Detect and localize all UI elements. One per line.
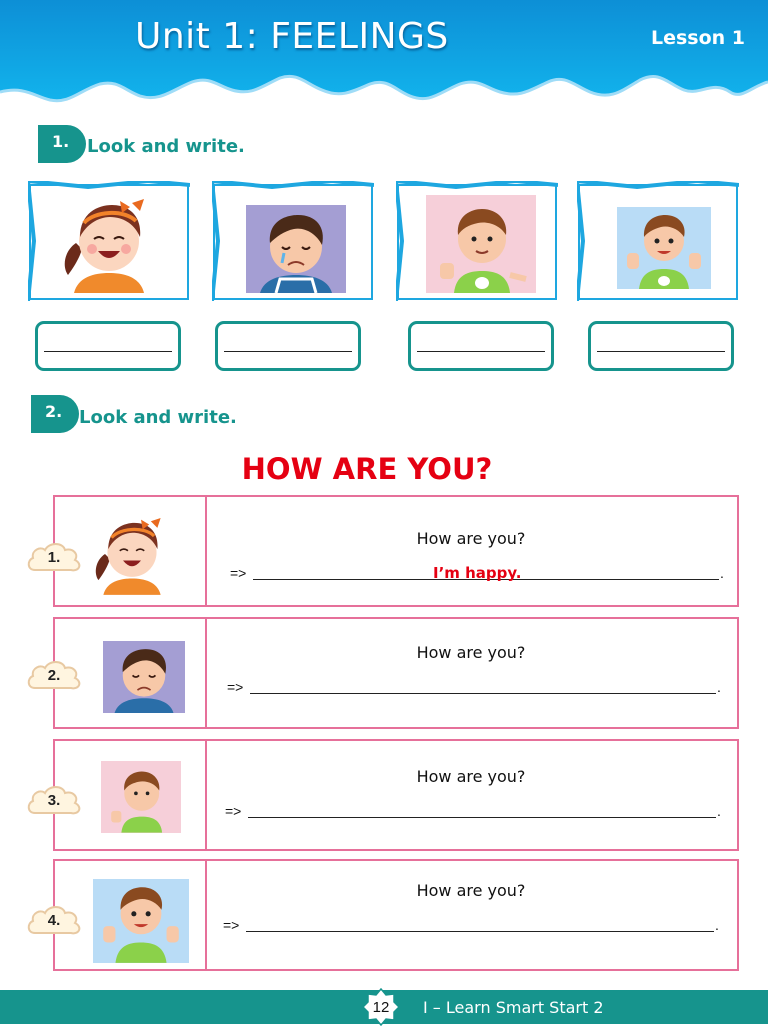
row-divider <box>205 741 207 849</box>
exercise-row-2 <box>53 617 739 729</box>
picture-frame-2 <box>212 181 374 301</box>
row-number: 4. <box>47 912 61 929</box>
picture-frame-1 <box>28 181 190 301</box>
period: . <box>717 803 721 819</box>
page-header <box>0 0 768 120</box>
row-4-number-cloud <box>25 903 83 939</box>
section-1-title: Look and write. <box>87 136 245 157</box>
answer-box-1[interactable] <box>35 321 181 371</box>
lesson-label: Lesson 1 <box>651 27 746 49</box>
picture-frame-3 <box>396 181 558 301</box>
row-number: 3. <box>47 792 61 809</box>
answer-prefix: => <box>225 803 242 819</box>
answer-prefix: => <box>230 565 247 581</box>
exercise-row-1 <box>53 495 739 607</box>
period: . <box>715 917 719 933</box>
boy-crying-picture <box>246 205 346 293</box>
row-1-number-cloud <box>25 540 83 576</box>
section-1-number: 1. <box>52 132 70 151</box>
exercise-row-3 <box>53 739 739 851</box>
exercise-row-4 <box>53 859 739 971</box>
write-line <box>44 351 172 352</box>
row-divider <box>205 619 207 727</box>
boy-two-thumbs-up-thumbnail <box>93 879 189 963</box>
boy-thumbs-up-thumbnail <box>101 761 181 833</box>
girl-laughing-picture <box>54 193 164 293</box>
picture-frame-4 <box>577 181 739 301</box>
section-2-number: 2. <box>45 402 63 421</box>
answer-prefix: => <box>227 679 244 695</box>
row-divider <box>205 861 207 969</box>
row-3-number-cloud <box>25 783 83 819</box>
row-divider <box>205 497 207 605</box>
row-2-number-cloud <box>25 658 83 694</box>
answer-line[interactable] <box>250 693 716 694</box>
how-are-you-heading: HOW ARE YOU? <box>241 452 493 486</box>
write-line <box>597 351 725 352</box>
book-title: I – Learn Smart Start 2 <box>423 998 604 1017</box>
boy-two-thumbs-up-picture <box>617 207 711 289</box>
page-number: 12 <box>372 999 390 1016</box>
period: . <box>717 679 721 695</box>
answer-box-2[interactable] <box>215 321 361 371</box>
question-text: How are you? <box>416 529 526 548</box>
boy-crying-thumbnail <box>103 641 185 713</box>
answer-box-3[interactable] <box>408 321 554 371</box>
answer-line[interactable] <box>246 931 714 932</box>
answer-line[interactable] <box>248 817 716 818</box>
unit-title: Unit 1: FEELINGS <box>135 16 449 57</box>
answer-box-4[interactable] <box>588 321 734 371</box>
section-1-badge <box>38 125 86 163</box>
write-line <box>224 351 352 352</box>
period: . <box>720 565 724 581</box>
girl-laughing-thumbnail <box>87 513 177 595</box>
example-answer: I’m happy. <box>433 564 522 582</box>
boy-thumbs-up-picture <box>426 195 536 293</box>
question-text: How are you? <box>416 643 526 662</box>
answer-prefix: => <box>223 917 240 933</box>
row-number: 2. <box>47 667 61 684</box>
section-2-badge <box>31 395 79 433</box>
question-text: How are you? <box>416 767 526 786</box>
row-number: 1. <box>47 549 61 566</box>
page-number-badge <box>362 988 400 1026</box>
question-text: How are you? <box>416 881 526 900</box>
write-line <box>417 351 545 352</box>
section-2-title: Look and write. <box>79 407 237 428</box>
